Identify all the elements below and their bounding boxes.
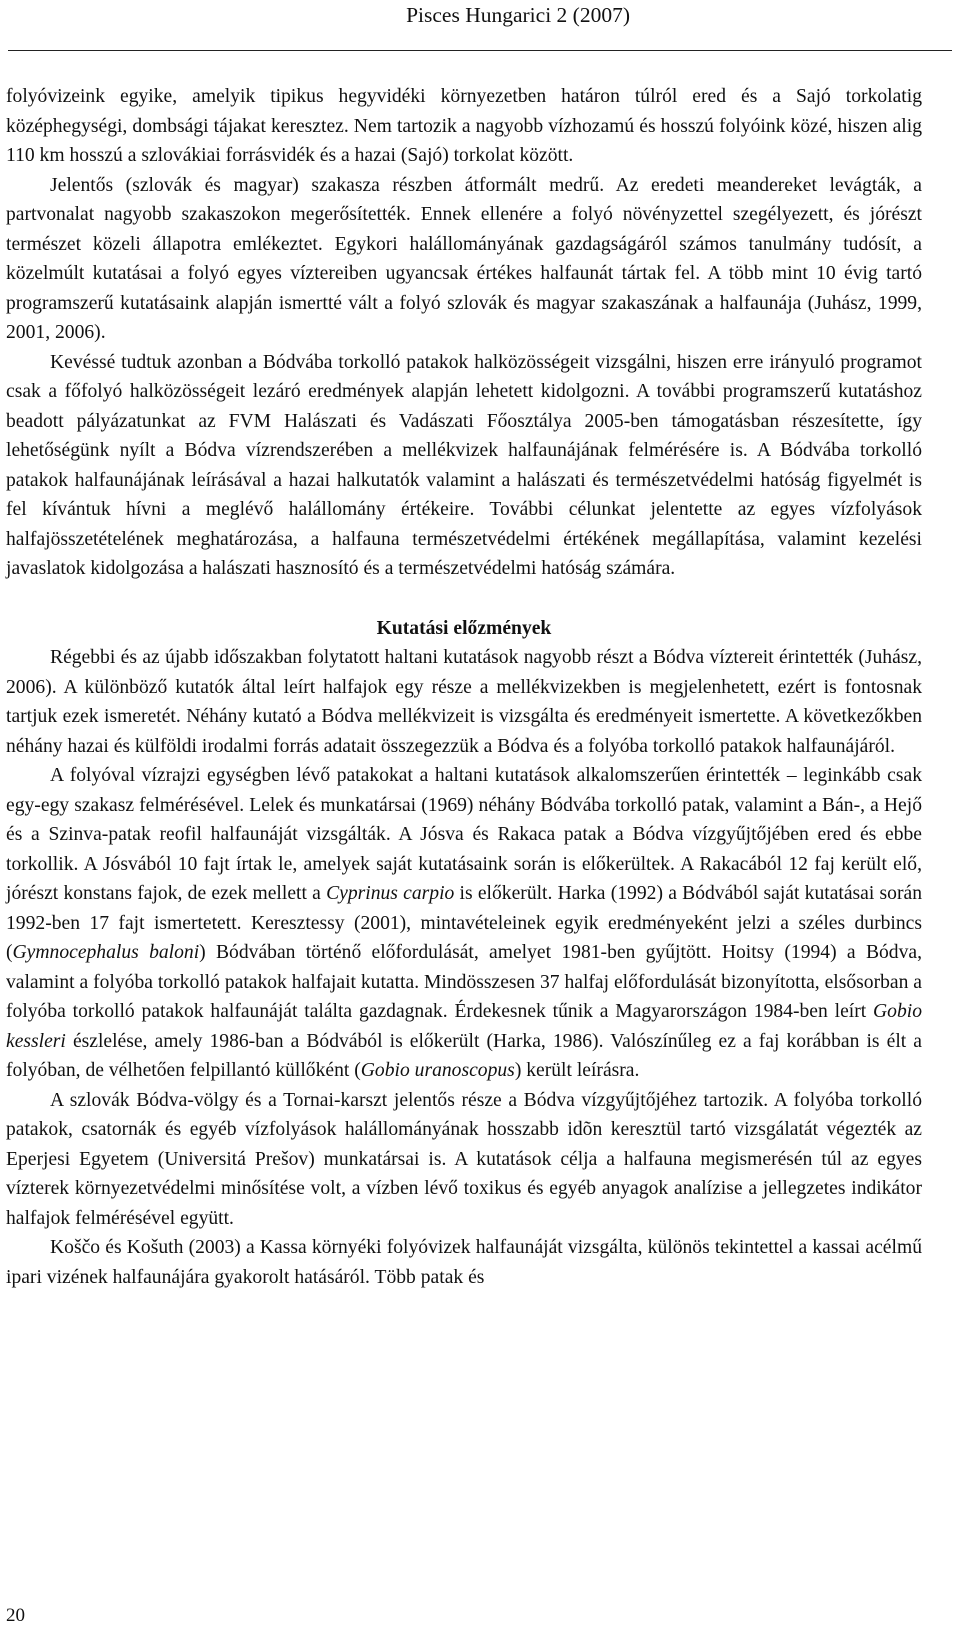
text-run: ) került leírásra. [514, 1060, 640, 1081]
text-run: is előkerült. Harka (1992) a Bódvából saját kutatásai során 1992-ben 17 fajt ismertetett. Keresztessy (2001), mintavételeinek egyik eredményeként jelzi a széles durbincs ( [6, 883, 922, 963]
text-run: A folyóval vízrajzi egységben lévő patakokat a haltani kutatások alkalomszerűen érintették – leginkább csak egy-egy szakasz felmérésével. Lelek és munkatársai (1969) néhány Bódvába torkolló patak, valamint a Bán-, a Hejő és a Szinva-patak reofil halfaunáját vizsgálták. A Jósva és Rakaca patak a Bódva vízgyűjtőjében ered és ebbe torkollik. A Jósvából 10 fajt írtak le, amelyek saját kutatásaink során is előkerültek. A Rakacából 12 faj került elő, jórészt konstans fajok, de ezek mellett a [6, 765, 922, 904]
body-text [6, 82, 922, 1292]
paragraph [6, 761, 922, 1086]
header-rule [8, 50, 952, 51]
section-heading: Kutatási előzmények [376, 617, 552, 639]
paragraph: Jelentős (szlovák és magyar) szakasza részben átformált medrű. Az eredeti meandereket levágták, a partvonalat nagyobb szakaszokon megerősítették. Ennek ellenére a folyó növényzettel szegélyezett, és jórészt természet közeli állapotra emlékeztet. Egykori halállományának gazdagságáról számos tanulmány tudósít, a közelmúlt kutatásai a folyó egyes víztereiben ugyancsak értékes halfaunát tártak fel. A több mint 10 évig tartó programszerű kutatásaink alapján ismertté vált a folyó szlovák és magyar szakaszának a halfaunája (Juhász, 1999, 2001, 2006). [6, 174, 922, 343]
running-header: Pisces Hungarici 2 (2007) [406, 3, 630, 27]
paragraph: folyóvizeink egyike, amelyik tipikus hegyvidéki környezetben határon túlról ered és a Sajó torkolatig középhegységi, dombsági tájakat keresztez. Nem tartozik a nagyobb vízhozamú és hosszú folyóink közé, hiszen alig 110 km hosszú a szlovákiai forrásvidék és a hazai (Sajó) torkolat között. [6, 86, 922, 166]
species-name: Gobio kessleri [6, 1001, 922, 1052]
species-name: Gobio uranoscopus [360, 1060, 515, 1081]
paragraph: Koščo és Košuth (2003) a Kassa környéki folyóvizek halfaunáját vizsgálta, különös tekintettel a kassai acélmű ipari vizének halfaunájára gyakorolt hatásáról. Több patak és [6, 1237, 922, 1288]
species-name: Gymnocephalus baloni [12, 942, 200, 963]
paragraph: A szlovák Bódva-völgy és a Tornai-karszt jelentős része a Bódva vízgyűjtőjéhez tartozik. A folyóba torkolló patakok, csatornák és egyéb vízfolyások halállományának hosszabb idõn keresztül tartó vizsgálatát végezték az Eperjesi Egyetem (Universitá Prešov) munkatársai is. A kutatások célja a halfauna megismerésén túl az egyes vízterek környezetvédelmi minősítése volt, a vízben lévő toxikus és egyéb anyagok analízise a jellegzetes indikátor halfajok felmérésével együtt. [6, 1089, 922, 1229]
text-run: ) Bódvában történő előfordulását, amelyet 1981-ben gyűjtött. Hoitsy (1994) a Bódva, valamint a folyóba torkolló patakok halfajait kutatta. Mindösszesen 37 halfaj előfordulását bizonyította, elsősorban a folyóba torkolló patakok halfaunáját találta gazdagnak. Érdekesnek tűnik a Magyarországon 1984-ben leírt [6, 942, 922, 1022]
paragraph: Kevéssé tudtuk azonban a Bódvába torkolló patakok halközösségeit vizsgálni, hiszen erre irányuló programot csak a főfolyó halközösségeit lezáró eredmények alapján lehetett kidolgozni. A további programszerű kutatáshoz beadott pályázatunkat az FVM Halászati és Vadászati Főosztálya 2005-ben támogatásban részesítette, így lehetőségünk nyílt a Bódva vízrendszerében a mellékvizek halfaunájának felmérésére is. A Bódvába torkolló patakok halfaunájának leírásával a hazai halkutatók valamint a halászati és természetvédelmi hatóság figyelmét is fel kívántuk hívni a meglévő halállomány értékeire. További célunkat jelentette az egyes vízfolyások halfajösszetételének meghatározása, a halfauna természetvédelmi értékének megállapítása, valamint kezelési javaslatok kidolgozása a halászati hasznosító és a természetvédelmi hatóság számára. [6, 351, 922, 579]
text-run: észlelése, amely 1986-ban a Bódvából is előkerült (Harka, 1986). Valószínűleg ez a faj korábban is élt a folyóban, de vélhetően felpillantó küllőként ( [6, 1030, 922, 1081]
species-name: Cyprinus carpio [326, 883, 455, 904]
paragraph: Régebbi és az újabb időszakban folytatott haltani kutatások nagyobb részt a Bódva víztereit érintették (Juhász, 2006). A különböző kutatók által leírt halfajok egy része a mellékvizekben is megjelenhetett, ezért is fontosnak tartjuk ezek ismeretét. Néhány kutató a Bódva mellékvizeit is vizsgálta és eredményeit ismertette. A következőkben néhány hazai és külföldi irodalmi forrás adatait összegezzük a Bódva és a folyóba torkolló patakok halfaunájáról. [6, 647, 922, 757]
page-number: 20 [6, 1605, 25, 1626]
